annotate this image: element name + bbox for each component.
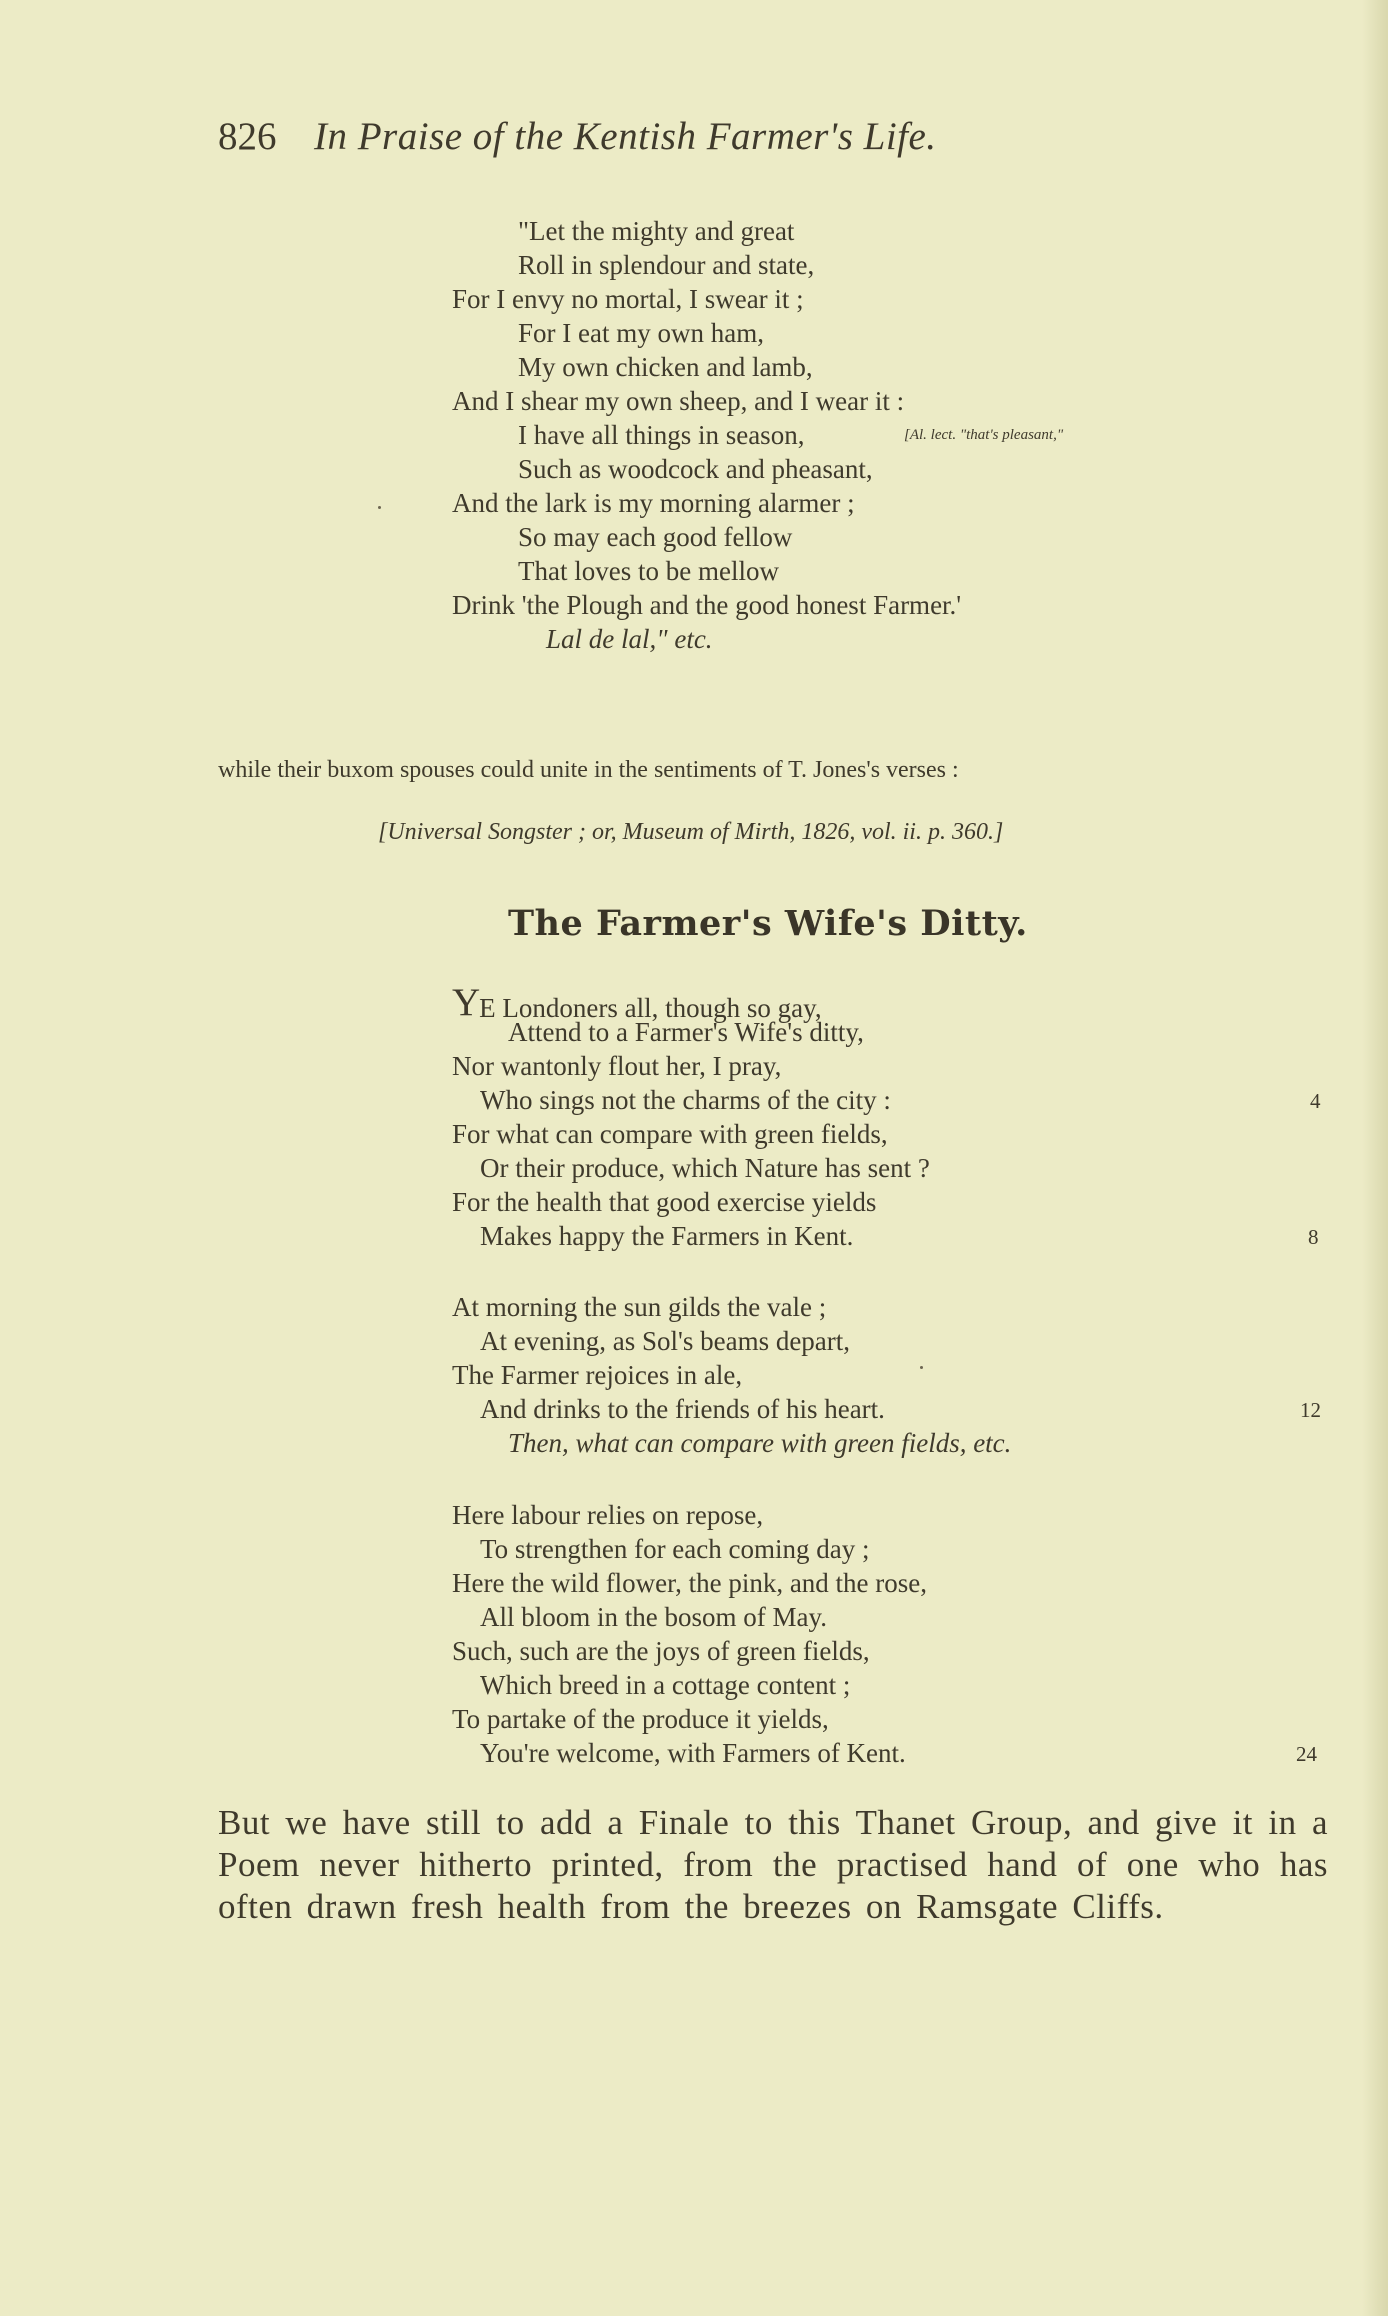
poem-line: Here the wild flower, the pink, and the rose, [452,1568,928,1598]
song-line: My own chicken and lamb, [518,352,813,382]
song-refrain: Lal de lal," etc. [546,624,713,654]
intro-sentence: while their buxom spouses could unite in the sentiments of T. Jones's verses : [218,757,959,783]
line-number: 12 [1300,1398,1321,1422]
poem-line: Attend to a Farmer's Wife's ditty, [508,1017,864,1047]
song-line: So may each good fellow [518,522,793,552]
poem-line: Such, such are the joys of green fields, [452,1636,870,1666]
drop-cap: Y [452,981,480,1024]
song-line: "Let the mighty and great [518,216,795,246]
page-edge-shadow [1362,0,1388,2316]
song-line: Drink 'the Plough and the good honest Farmer.' [452,590,962,620]
song-line: That loves to be mellow [518,556,779,586]
song-line: Such as woodcock and pheasant, [518,454,873,484]
closing-paragraph: But we have still to add a Finale to this Thanet Group, and give it in a Poem never hitherto printed, from the practised hand of one who has often drawn fresh health from the breezes on Ramsgate Cliffs. [218,1803,1328,1926]
poem-line: And drinks to the friends of his heart. [480,1394,885,1424]
poem-line: Makes happy the Farmers in Kent. [480,1221,854,1251]
song-line: And I shear my own sheep, and I wear it : [452,386,905,416]
poem-line: For what can compare with green fields, [452,1119,888,1149]
poem-line: Who sings not the charms of the city : [480,1085,891,1115]
running-head [218,114,1178,164]
song-line: I have all things in season, [518,420,805,450]
poem-line: You're welcome, with Farmers of Kent. [480,1738,906,1768]
song-margin-note: [Al. lect. "that's pleasant," [904,427,1064,443]
poem-line: At evening, as Sol's beams depart, [480,1326,851,1356]
poem-line: At morning the sun gilds the vale ; [452,1292,827,1322]
paper-speck [920,1366,923,1369]
poem-line: For the health that good exercise yields [452,1187,877,1217]
poem-line: Which breed in a cottage content ; [480,1670,851,1700]
poem-line: Nor wantonly flout her, I pray, [452,1051,782,1081]
poem-line: Here labour relies on repose, [452,1500,764,1530]
poem-refrain: Then, what can compare with green fields, etc. [508,1428,1012,1458]
song-line: For I envy no mortal, I swear it ; [452,284,804,314]
song-line: Roll in splendour and state, [518,250,815,280]
line-number: 4 [1310,1089,1321,1113]
running-title: In Praise of the Kentish Farmer's Life. [314,115,937,158]
poem-line: E Londoners all, though so gay, [479,993,822,1023]
line-number: 8 [1308,1225,1319,1249]
song-line: For I eat my own ham, [518,318,764,348]
page-number: 826 [218,115,277,158]
poem-line: All bloom in the bosom of May. [480,1602,827,1632]
song-line: And the lark is my morning alarmer ; [452,488,855,518]
poem-line: To partake of the produce it yields, [452,1704,829,1734]
poem-line: To strengthen for each coming day ; [480,1534,870,1564]
poem-line: Or their produce, which Nature has sent ? [480,1153,930,1183]
source-citation: [Universal Songster ; or, Museum of Mirth, 1826, vol. ii. p. 360.] [378,819,1004,845]
line-number: 24 [1296,1742,1317,1766]
paper-speck [378,506,381,509]
poem-title: The Farmer's Wife's Ditty. [508,903,1028,944]
poem-line: The Farmer rejoices in ale, [452,1360,743,1390]
